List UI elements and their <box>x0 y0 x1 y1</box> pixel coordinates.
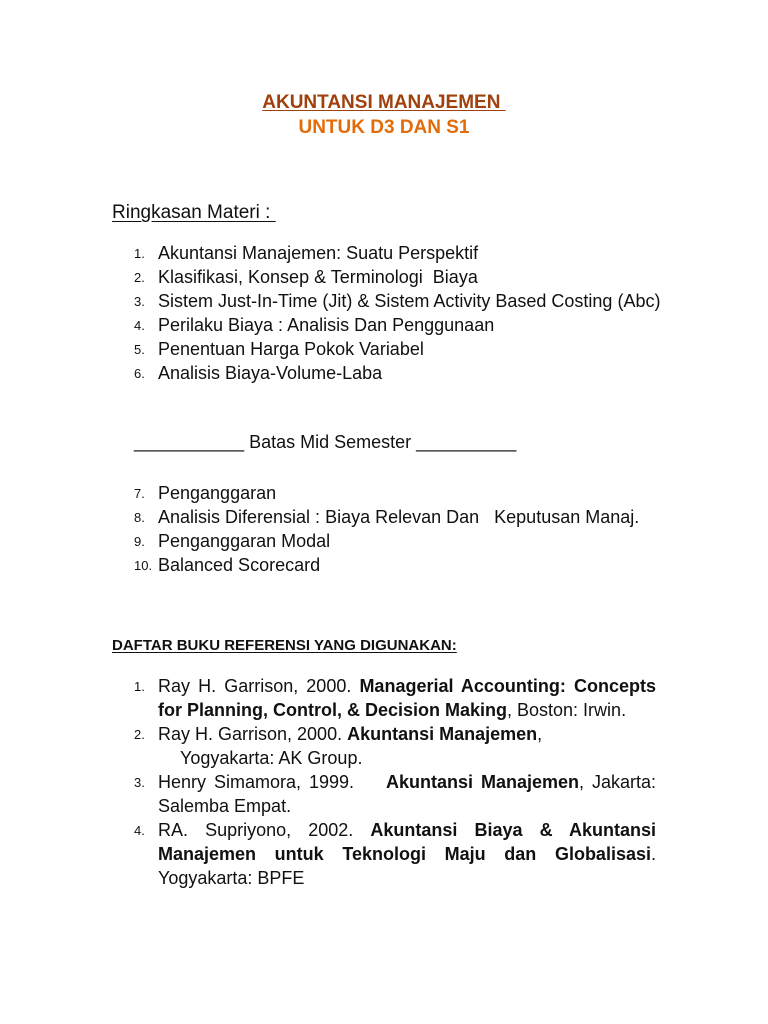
reference-item <box>134 770 656 818</box>
list-item <box>134 313 664 337</box>
list-item <box>134 289 664 313</box>
item-number: 4. <box>134 823 145 838</box>
item-text: Analisis Biaya-Volume-Laba <box>158 363 383 383</box>
list-item <box>134 481 664 505</box>
title-line-2: UNTUK D3 DAN S1 <box>298 117 470 138</box>
item-text: Klasifikasi, Konsep & Terminologi Biaya <box>158 267 478 287</box>
list-item <box>134 553 664 577</box>
item-text: Penganggaran <box>158 483 277 503</box>
reference-item <box>134 722 656 770</box>
item-text: Penentuan Harga Pokok Variabel <box>158 339 424 359</box>
reference-publisher: , Jakarta: Salemba Empat. <box>158 772 656 816</box>
item-number: 1. <box>134 679 145 694</box>
summary-list-part-1 <box>134 241 664 385</box>
document-subtitle <box>0 117 768 139</box>
reference-list <box>134 674 656 890</box>
reference-title: Akuntansi Manajemen <box>385 772 579 792</box>
reference-comma: , <box>537 724 543 744</box>
list-item <box>134 241 664 265</box>
reference-item <box>134 818 656 890</box>
reference-publisher: , Boston: Irwin. <box>507 700 627 720</box>
list-item <box>134 361 664 385</box>
summary-list-part-2 <box>134 481 664 577</box>
document-title <box>0 92 768 114</box>
reference-item <box>134 674 656 722</box>
reference-publisher: . Yogyakarta: BPFE <box>158 844 656 888</box>
item-number: 2. <box>134 727 145 742</box>
reference-author: Ray H. Garrison, 2000. <box>158 724 348 744</box>
list-item <box>134 265 664 289</box>
item-text: Balanced Scorecard <box>158 555 321 575</box>
item-number: 4. <box>134 318 145 333</box>
item-text: Akuntansi Manajemen: Suatu Perspektif <box>158 243 479 263</box>
item-number: 5. <box>134 342 145 357</box>
item-text: Analisis Diferensial : Biaya Relevan Dan Keputusan Manaj. <box>158 507 640 527</box>
reference-publisher: Yogyakarta: AK Group. <box>180 748 363 768</box>
title-line-1: AKUNTANSI MANAJEMEN <box>262 92 506 113</box>
list-item <box>134 505 664 529</box>
list-item <box>134 529 664 553</box>
item-text: Perilaku Biaya : Analisis Dan Penggunaan <box>158 315 495 335</box>
reference-author: Ray H. Garrison, 2000. <box>158 676 360 696</box>
item-text: Sistem Just-In-Time (Jit) & Sistem Activity Based Costing (Abc) <box>158 291 661 311</box>
reference-title: Akuntansi Manajemen <box>347 724 538 744</box>
item-number: 9. <box>134 534 145 549</box>
mid-semester-separator: ___________ Batas Mid Semester __________ <box>134 432 517 452</box>
list-item <box>134 337 664 361</box>
item-number: 3. <box>134 294 145 309</box>
summary-heading: Ringkasan Materi : <box>112 202 276 223</box>
item-text: Penganggaran Modal <box>158 531 331 551</box>
item-number: 10. <box>134 558 153 573</box>
item-number: 8. <box>134 510 145 525</box>
item-number: 7. <box>134 486 145 501</box>
reference-title: Akuntansi Biaya & Akuntansi Manajemen untuk Teknologi Maju dan Globalisasi <box>158 820 656 864</box>
item-number: 2. <box>134 270 145 285</box>
reference-author: Henry Simamora, 1999. <box>158 772 362 792</box>
item-number: 1. <box>134 246 145 261</box>
item-number: 6. <box>134 366 145 381</box>
reference-author: RA. Supriyono, 2002. <box>158 820 371 840</box>
reference-title: Managerial Accounting: Concepts for Planning, Control, & Decision Making <box>158 676 656 720</box>
item-number: 3. <box>134 775 145 790</box>
references-heading: DAFTAR BUKU REFERENSI YANG DIGUNAKAN: <box>112 637 457 654</box>
